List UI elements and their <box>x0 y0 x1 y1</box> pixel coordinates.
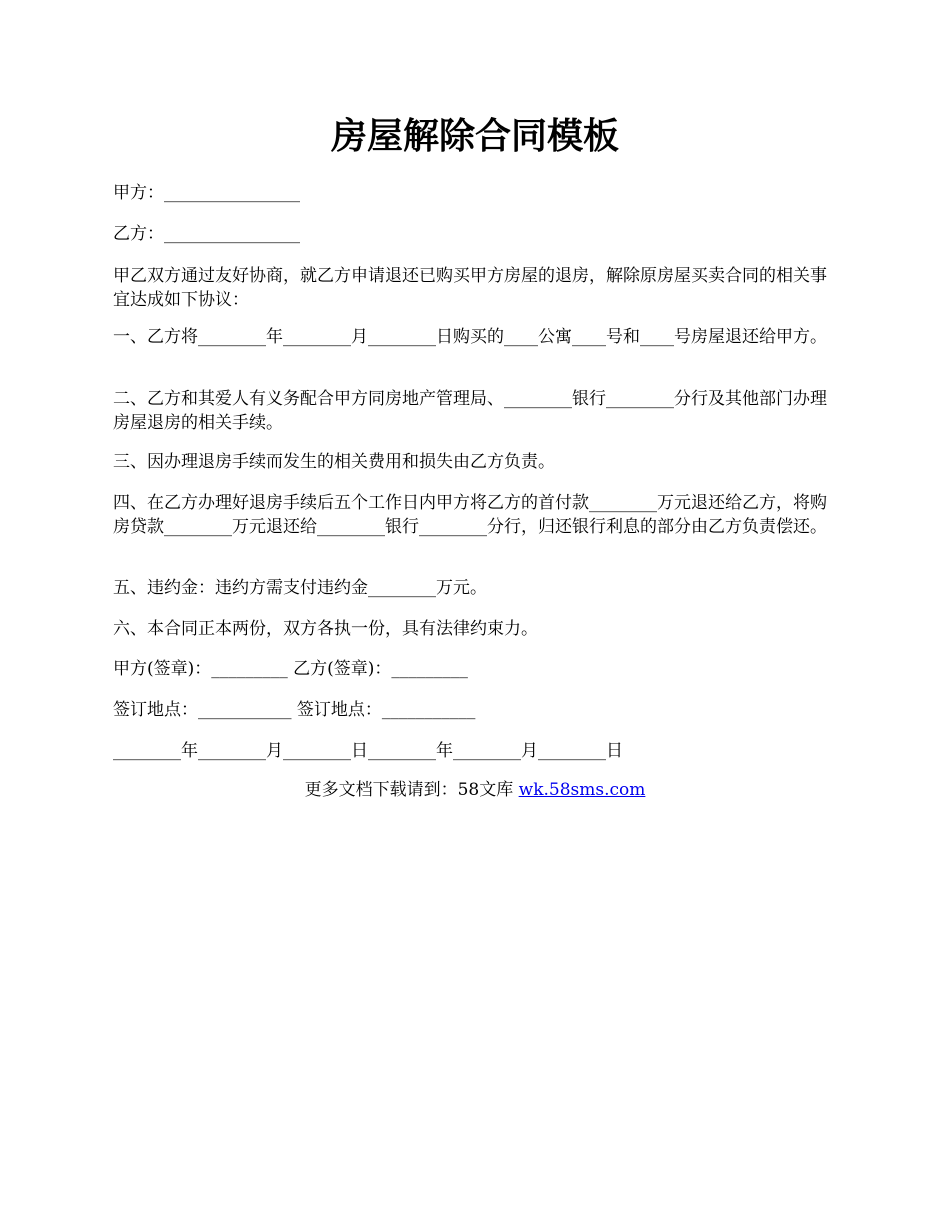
party-b-line: 乙方：________________ <box>113 224 300 244</box>
clause-2: 二、乙方和其爱人有义务配合甲方同房地产管理局、________银行________分行及其他部门办理房屋退房的相关手续。 <box>113 389 827 433</box>
clause-5: 五、违约金：违约方需支付违约金________万元。 <box>113 578 487 598</box>
clause-3: 三、因办理退房手续而发生的相关费用和损失由乙方负责。 <box>113 452 555 472</box>
footer-text: 更多文档下载请到：58文库 <box>304 780 519 800</box>
clause-4: 四、在乙方办理好退房手续后五个工作日内甲方将乙方的首付款________万元退还给乙方，将购房贷款________万元退还给________银行________分行，归还银行利息的部分由乙方负责偿还。 <box>113 493 827 537</box>
clause-6: 六、本合同正本两份，双方各执一份，具有法律约束力。 <box>113 619 538 639</box>
footer <box>0 778 950 802</box>
document-title: 房屋解除合同模板 <box>330 115 619 157</box>
clause-1: 一、乙方将________年________月________日购买的____公寓____号和____号房屋退还给甲方。 <box>113 327 827 347</box>
footer-link[interactable]: wk.58sms.com <box>518 780 646 800</box>
party-a-line: 甲方：________________ <box>113 183 300 203</box>
signing-place-line: 签订地点：___________ 签订地点：___________ <box>113 700 476 720</box>
preamble-paragraph: 甲乙双方通过友好协商，就乙方申请退还已购买甲方房屋的退房，解除原房屋买卖合同的相关事宜达成如下协议： <box>113 266 827 310</box>
date-line: ________年________月________日________年________月________日 <box>113 741 623 761</box>
signature-line: 甲方(签章)：_________ 乙方(签章)：_________ <box>113 659 468 679</box>
